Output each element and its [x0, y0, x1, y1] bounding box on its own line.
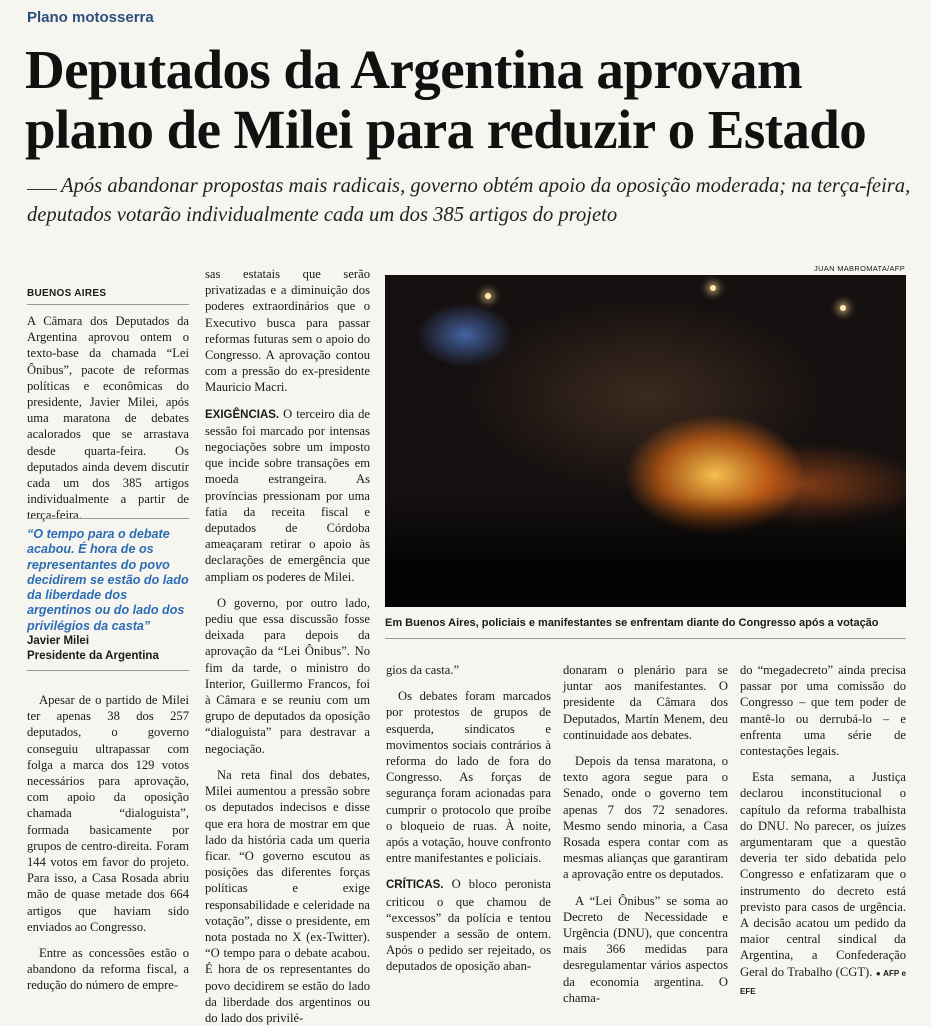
- dek: Após abandonar propostas mais radicais, governo obtém apoio da oposição moderada; na terça-feira, deputados votarão individualmente cada um dos 385 artigos do projeto: [27, 175, 911, 226]
- article-column-4: [563, 662, 728, 1006]
- article-column-1: [27, 313, 189, 524]
- street-lamp: [710, 285, 716, 291]
- paragraph: A “Lei Ônibus” se soma ao Decreto de Necessidade e Urgência (DNU), que concentra mais 366 medidas para desregulamentar vários aspectos da economia argentina. O chama-: [563, 893, 728, 1005]
- paragraph: Entre as concessões estão o abandono da reforma fiscal, a redução do número de empre-: [27, 946, 189, 993]
- paragraph: sas estatais que serão privatizadas e a diminuição dos poderes extraordinários que o Executivo busca para passar reformas futuras sem o apoio do Congresso. A aprovação contou com a pressão do ex-presidente Mauricio Macri.: [205, 267, 370, 395]
- caption-rule: [385, 638, 906, 639]
- headline: Deputados da Argentina aprovam plano de Milei para reduzir o Estado: [25, 39, 867, 160]
- protest-photo: [385, 275, 906, 607]
- crowd-silhouette: [385, 497, 906, 607]
- article-column-5: [740, 662, 906, 1000]
- street-lamp: [485, 293, 491, 299]
- paragraph: donaram o plenário para se juntar aos manifestantes. O presidente da Câmara dos Deputados, Martín Menem, deu continuidade aos debates.: [563, 663, 728, 742]
- pull-quote-author: Javier Milei: [27, 635, 90, 648]
- street-lamp: [840, 305, 846, 311]
- subhead-exigencias: EXIGÊNCIAS.: [205, 408, 280, 421]
- section-kicker: Plano motosserra: [27, 9, 154, 26]
- paragraph: Na reta final dos debates, Milei aumentou a pressão sobre os deputados indecisos e disse que era hora de mostrar em que lado da história cada um queria ficar. “O governo escutou as posições das diferentes forças políticas e exige responsabilidade e celeridade na votação”, disse o presidente, em nota postada no X (ex-Twitter). “O tempo para o debate acabou. É hora de os representantes do povo decidirem se estão do lado da liberdade dos argentinos ou do lado dos privilé-: [205, 767, 370, 1025]
- article-column-3: [386, 662, 551, 975]
- paragraph: Os debates foram marcados por protestos de grupos de esquerda, sindicatos e movimentos sociais contrários à reforma do lado de fora do Congresso. As forças de segurança foram acionadas para cumprir o protocolo que proíbe o bloqueio de ruas. À noite, após a votação, houve confronto entre manifestantes e policiais.: [386, 689, 551, 866]
- paragraph: A Câmara dos Deputados da Argentina aprovou ontem o texto-base da chamada “Lei Ônibus”, pacote de reformas políticas e econômicas do presidente, Javier Milei, após uma maratona de debates acalorados que se arrastava desde quarta-feira. Os deputados ainda devem discutir cada um dos 385 artigos individualmente a partir de terça-feira.: [27, 314, 189, 523]
- paragraph: O bloco peronista criticou o que chamou de “excessos” da polícia e tentou suspender a sessão de ontem. Após o pedido ser rejeitado, os deputados de oposição aban-: [386, 877, 551, 974]
- paragraph: Esta semana, a Justiça declarou inconstitucional o capítulo da reforma trabalhista do DNU. No parecer, os juízes argumentaram que a questão deveria ter sido debatida pelo Congresso e enfatizaram que o instrumento do decreto está previsto para casos de urgência. A decisão acatou um pedido da maior central sindical da Argentina, a Confederação Geral do Trabalho (CGT).: [740, 770, 906, 979]
- pull-quote-role: Presidente da Argentina: [27, 649, 189, 671]
- article-column-2: [205, 266, 370, 1026]
- article-column-1-continued: [27, 692, 189, 994]
- paragraph: O governo, por outro lado, pediu que essa discussão fosse deixada para depois da aprovação da “Lei Ônibus”. No fim da tarde, o ministro do Interior, Guillermo Francos, foi à Câmara e se reuniu com um grupo de deputados da oposição “dialoguista” para destravar a negociação.: [205, 595, 370, 756]
- dateline-rule: [27, 304, 189, 305]
- agency-credit: ● AFP e EFE: [740, 968, 906, 996]
- photo-credit: JUAN MABROMATA/AFP: [814, 264, 905, 273]
- paragraph: Depois da tensa maratona, o texto agora segue para o Senado, onde o governo tem apenas 7 dos 72 senadores. Mesmo sendo minoria, a Casa Rosada espera contar com as mesmas alianças que garantiram a aprovação entre os deputados.: [563, 754, 728, 882]
- photo-caption: Em Buenos Aires, policiais e manifestantes se enfrentam diante do Congresso após a votação: [385, 617, 879, 629]
- pull-quote: [27, 518, 189, 691]
- dateline: BUENOS AIRES: [27, 288, 107, 299]
- pull-quote-text: “O tempo para o debate acabou. É hora de os representantes do povo decidirem se estão do lado da liberdade dos argentinos ou do lado dos privilégios da casta”: [27, 527, 189, 633]
- paragraph: Apesar de o partido de Milei ter apenas 38 dos 257 deputados, o governo conseguiu ultrapassar com folga a marca dos 129 votos necessários para aprovação, com apoio da oposição chamada “dialoguista”, formada basicamente por grupos de centro-direita. Foram 144 votos em favor do projeto. Para isso, a Casa Rosada abriu mão de quase metade dos 664 artigos que haviam sido enviados ao Congresso.: [27, 693, 189, 934]
- paragraph: O terceiro dia de sessão foi marcado por intensas negociações sobre um imposto que incide sobre transações em moeda estrangeira. As províncias pressionam por uma fatia da receita fiscal e deputados de Córdoba ameaçaram retirar o apoio às declarações de emergência que ampliam os poderes de Milei.: [205, 406, 370, 584]
- paragraph: gios da casta.”: [386, 663, 460, 677]
- paragraph: do “megadecreto” ainda precisa passar por uma comissão do Congresso – que tem poder de mantê-lo ou derrubá-lo – e enfrenta uma série de contestações legais.: [740, 663, 906, 759]
- subhead-criticas: CRÍTICAS.: [386, 879, 444, 892]
